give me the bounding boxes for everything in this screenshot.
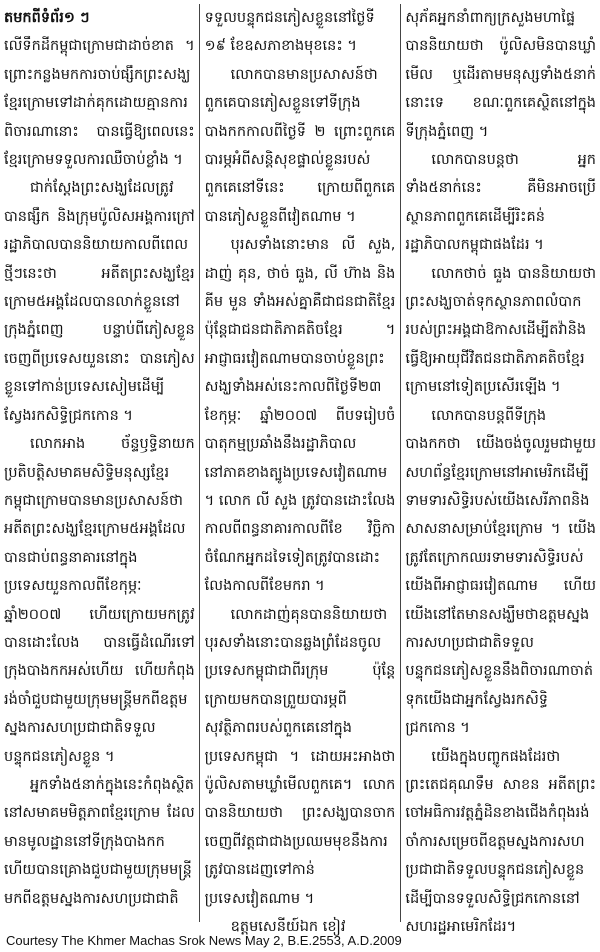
- paragraph: លោកថាច់ ធួង បាននិយាយថា ព្រះសង្ឃចាត់ទុកស្ថានភាពលំបាករបស់ព្រះអង្គជាឱកាសដើម្បីតវ៉ានិងធ្វើឱ្យអាយុជីវិតជនជាតិភាគតិចខ្មែរក្រោមនៅទៀតប្រសើរឡើង ។: [405, 265, 597, 396]
- paragraph: យើងក្នុងបញ្ចូកផងដែរថា ព្រះតេជគុណទឹម សាខន អតីតព្រះចៅអធិការវត្តភ្នំដិនខាងជើងកំពុងរង់ចាំការសម្រេចពីឧត្តមស្នងការសហប្រជាជាតិទទួលបន្ទុកជនភៀសខ្លួនដើម្បីបានទទួលសិទ្ធិជ្រកកោននៅសហរដ្ឋអាមេរិកដែរ។: [405, 748, 597, 935]
- paragraph: បុរសទាំងនោះមាន លី សួង, ដាញ់ គុន, ថាច់ ធួង, លី ហ៊ាង និង គីម មួន ទាំងអស់គ្នាគឺជាជនជាតិខ្មែរ ប៉ុន្តែជាជនជាតិភាគតិចខ្មែរ ។ អាជ្ញាធរវៀតណាមបានចាប់ខ្លួនព្រះសង្ឃទាំងអស់នេះកាលពីថ្ងៃទី២៣ ខែកុម្ភៈ ឆ្នាំ២០០៧ ពីបទរៀបចំបាតុកម្មប្រឆាំងនឹងរដ្ឋាភិបាលនៅភាគខាងត្បូងប្រទេសវៀតណាម ។ លោក លី សួង ត្រូវបានដោះលែងកាលពីពន្ធនាគារកាលពីខែ វិច្ឆិកា ចំណែកអ្នកដទៃទៀតត្រូវបានដោះលែងកាលពីខែមករា ។: [204, 237, 396, 595]
- article-column-3: [405, 4, 597, 935]
- article-column-2: [204, 4, 396, 935]
- source-credit: Courtesy The Khmer Machas Srok News May 2, B.E.2553, A.D.2009: [6, 933, 402, 948]
- paragraph: លោកបានបន្តថា អ្នកទាំង៥នាក់នេះ គឺមិនអាចប្រើស្ថានភាពពួកគេដើម្បីរិះគន់រដ្ឋាភិបាលកម្ពុជាផងដែរ ។: [405, 152, 597, 254]
- article-column-1: [4, 4, 195, 926]
- paragraph: ជាក់ស្តែងព្រះសង្ឃដែលត្រូវបានផ្សឹក និងក្រុមប៉ូលិសអង្គការក្រៅរដ្ឋាភិបាលបាននិយាយកាលពីពេលថ្មីៗនេះថា អតីតព្រះសង្ឃខ្មែរក្រោម៥អង្គដែលបានលាក់ខ្លួននៅក្រុងភ្នំពេញ បន្ទាប់ពីភៀសខ្លួនចេញពីប្រទេសយួននោះ បានភៀសខ្លួនទៅកាន់ប្រទេសសៀមដើម្បីស្វែងរកសិទ្ធិជ្រកកោន ។: [4, 180, 195, 424]
- paragraph: សុភ័គអ្នកនាំពាក្យក្រសួងមហាផ្ទៃបាននិយាយថា ប៉ូលិសមិនបានឃ្លាំមើល ឬដើរតាមមនុស្សទាំង៥នាក់នោះទេ ខណៈពួកគេស្ថិតនៅក្នុងទីក្រុងភ្នំពេញ ។: [405, 10, 597, 140]
- paragraph: ទទួលបន្ទុកជនភៀសខ្លួននៅថ្ងៃទី ១៩ ខែឧសភាខាងមុខនេះ ។: [204, 10, 375, 55]
- paragraph: លោកអាង ច័ន្ទឫទ្ធិនាយកប្រតិបត្តិសមាគមសិទ្ធិមនុស្សខ្មែរកម្ពុជាក្រោមបានមានប្រសាសន៍ថា អតីតព្រះសង្ឃខ្មែរក្រោម៥អង្គដែលបានជាប់ពន្ធនាគារនៅក្នុងប្រទេសយួនកាលពីខែកុម្ភៈ ឆ្នាំ២០០៧ ហើយក្រោយមកត្រូវបានដោះលែង បានធ្វើដំណើរទៅក្រុងបាងកកអស់ហើយ ហើយកំពុងរង់ចាំជួបជាមួយក្រុមមន្ត្រីមកពីឧត្តមស្នងការសហប្រជាជាតិទទួលបន្ទុកជនភៀសខ្លួន ។: [4, 436, 195, 765]
- paragraph: អ្នកទាំង៥នាក់ក្នុងនេះកំពុងស្ថិតនៅសមាគមមិត្តភាពខ្មែរក្រោម ដែលមានមូលដ្ឋាននៅទីក្រុងបាងកក ហើយបានគ្រោងជួបជាមួយក្រុមមន្ត្រីមកពីឧត្តមស្នងការសហប្រជាជាតិ: [4, 776, 195, 907]
- paragraph: លោកបានមានប្រសាសន៍ថា ពួកគេបានភៀសខ្លួនទៅទីក្រុងបាងកកកាលពីថ្ងៃទី ២ ព្រោះពួកគេបារម្ភអំពីសន្តិសុខផ្ទាល់ខ្លួនរបស់ពួកគេនៅទីនេះ ក្រោយពីពួកគេបានភៀសខ្លួនពីវៀតណាម ។: [204, 66, 396, 225]
- column-divider: [199, 4, 200, 922]
- paragraph: លើទឹកដីកម្ពុជាក្រោមជាដាច់ខាត ។ ព្រោះកន្លងមកការចាប់ផ្សឹកព្រះសង្ឃខ្មែរក្រោមទៅដាក់គុកដោយគ្មានការពិចារណានោះ បានធ្វើឱ្យពេលនេះខ្មែរក្រោមទទួលការឈឺចាប់ខ្លាំង ។: [4, 38, 195, 169]
- column-divider: [400, 4, 401, 922]
- article-columns: [4, 4, 597, 935]
- paragraph: លោកដាញ់គុនបាននិយាយថា បុរសទាំងនោះបានឆ្លងព្រំដែនចូលប្រទេសកម្ពុជាជាពីរក្រុម ប៉ុន្តែក្រោយមកបានព្រួយបារម្ភពីសុវត្ថិភាពរបស់ពួកគេនៅក្នុងប្រទេសកម្ពុជា ។ ដោយអះអាងថា ប៉ូលិសតាមឃ្លាំមើលពួកគេ។ លោកបាននិយាយថា ព្រះសង្ឃបានចាកចេញពីវត្តជាជាងប្រឈមមុខនឹងការត្រូវបានដេញទៅកាន់ប្រទេសវៀតណាម ។: [204, 606, 396, 907]
- continued-from-page-1: តមកពីទំព័រ១ ៗ: [4, 10, 90, 26]
- paragraph: លោកបានបន្តពីទីក្រុងបាងកកថា យើងចង់ចូលរួមជាមួយសហព័ន្ធខ្មែរក្រោមនៅអាមេរិកដើម្បីទាមទារសិទ្ធិរបស់យើងសេរីភាពនិងសាសនាសម្រាប់ខ្មែរក្រោម ។ យើងត្រូវតែក្រោកឈរទាមទារសិទ្ធិរបស់យើងពីអាជ្ញាធរវៀតណាម ហើយយើងនៅតែមានសង្ឃឹមថាឧត្តមស្នងការសហប្រជាជាតិទទួលបន្ទុកជនភៀសខ្លួននឹងពិចារណាចាត់ទុកយើងជាអ្នកស្វែងរកសិទ្ធិជ្រកកោន ។: [405, 407, 597, 737]
- paragraph: ឧត្តមសេនីយ៍ឯក ខៀវ: [230, 919, 346, 935]
